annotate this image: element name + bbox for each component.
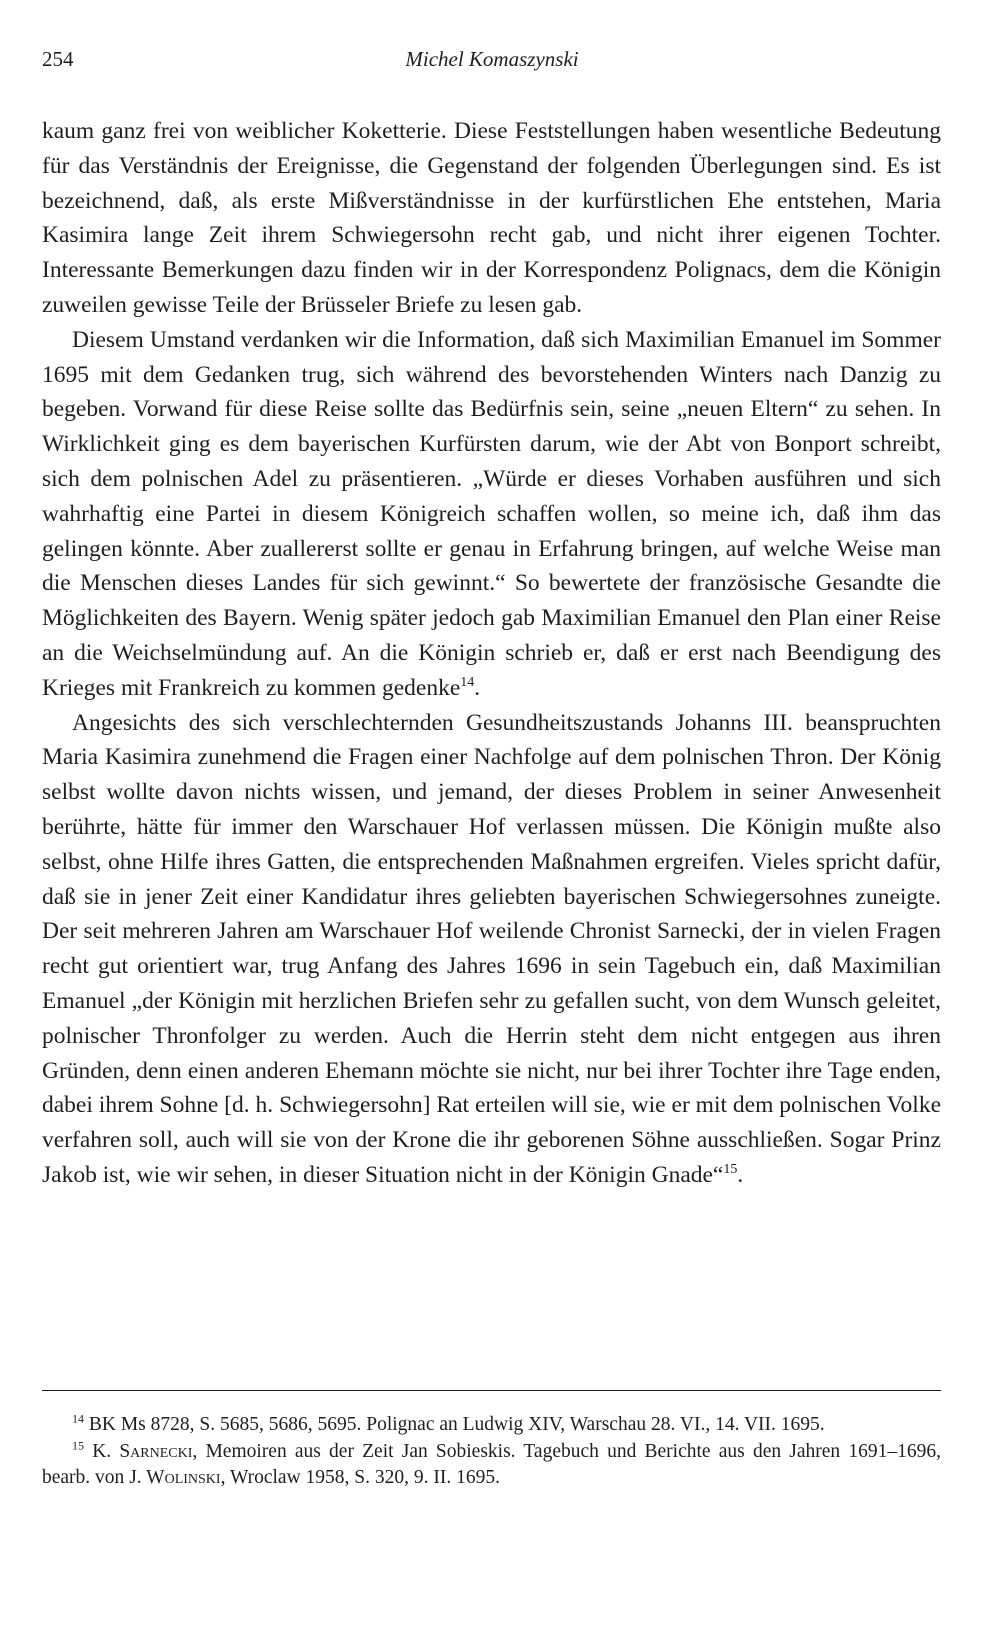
footnote-divider xyxy=(42,1390,941,1391)
footnote-text-part-b: , Wroclaw 1958, S. 320, 9. II. 1695. xyxy=(220,1467,500,1488)
paragraph-2-tail: . xyxy=(474,674,481,701)
paragraph-2-text: Diesem Umstand verdanken wir die Information, daß sich Maximilian Emanuel im Sommer 1695 mit dem Gedanken trug, sich während des bevorstehenden Winters nach Danzig zu begeben. Vorwand für diese Reise sollte das Bedürfnis sein, seine „neuen Eltern“ zu sehen. In Wirklichkeit ging es dem bayerischen Kurfürsten darum, wie der Abt von Bonport schreibt, sich dem polnischen Adel zu präsentieren. „Würde er dieses Vorhaben ausführen und sich wahrhaftig eine Partei in diesem Königreich schaffen wollen, so meine ich, daß ihm das gelingen könnte. Aber zuallererst sollte er genau in Erfahrung bringen, auf welche Weise man die Menschen dieses Landes für sich gewinnt.“ So bewertete der französische Gesandte die Möglichkeiten des Bayern. Wenig später jedoch gab Maximilian Emanuel den Plan einer Reise an die Weichselmündung auf. An die Königin schrieb er, daß er erst nach Beendigung des Krieges mit Frankreich zu kommen gedenke xyxy=(42,326,941,701)
paragraph-3-tail: . xyxy=(737,1161,744,1188)
footnote-ref-14[interactable]: 14 xyxy=(460,674,475,690)
paragraph-3-text: Angesichts des sich verschlechternden Gesundheitszustands Johanns III. beanspruchten Maria Kasimira zunehmend die Fragen einer Nachfolge auf dem polnischen Thron. Der König selbst wollte davon nichts wissen, und jemand, der dieses Problem in seiner Anwesenheit berührte, hätte für immer den Warschauer Hof verlassen müssen. Die Königin mußte also selbst, ohne Hilfe ihres Gatten, die entsprechenden Maßnahmen ergreifen. Vieles spricht dafür, daß sie in jener Zeit einer Kandidatur ihres geliebten bayerischen Schwiegersohnes zuneigte. Der seit mehreren Jahren am Warschauer Hof weilende Chronist Sarnecki, der in vielen Fragen recht gut orientiert war, trug Anfang des Jahres 1696 in sein Tagebuch ein, daß Maximilian Emanuel „der Königin mit herzlichen Briefen sehr zu gefallen sucht, von dem Wunsch geleitet, polnischer Thronfolger zu werden. Auch die Herrin steht dem nicht entgegen aus ihren Gründen, denn einen anderen Ehemann möchte sie nicht, nur bei ihrer Tochter ihre Tage enden, dabei ihrem Sohne [d. h. Schwiegersohn] Rat erteilen will sie, wie er mit dem polnischen Volke verfahren soll, auch will sie von der Krone die ihr geborenen Söhne ausschließen. Sogar Prinz Jakob ist, wie wir sehen, in dieser Situation nicht in der Königin Gnade“ xyxy=(42,709,941,1188)
paragraph-3 xyxy=(42,706,941,1193)
footnote-text: BK Ms 8728, S. 5685, 5686, 5695. Polignac an Ludwig XIV, Warschau 28. VI., 14. VII. 1695. xyxy=(88,1414,825,1435)
footnote-editor: J. Wolinski xyxy=(129,1467,221,1488)
running-head: Michel Komaszynski xyxy=(405,47,579,71)
paragraph-1 xyxy=(42,114,941,323)
footnote-author: K. Sarnecki xyxy=(92,1440,193,1462)
paragraph-2 xyxy=(42,323,941,706)
body-text xyxy=(42,114,941,1193)
page-number: 254 xyxy=(42,47,74,71)
footnote-14 xyxy=(42,1412,941,1439)
paragraph-1-text: kaum ganz frei von weiblicher Koketterie. Diese Feststellungen haben wesentliche Bedeutung für das Verständnis der Ereignisse, die Gegenstand der folgenden Überlegungen sind. Es ist bezeichnend, daß, als erste Mißverständnisse in der kurfürstlichen Ehe entstehen, Maria Kasimira lange Zeit ihrem Schwiegersohn recht gab, und nicht ihrer eigenen Tochter. Interessante Bemerkungen dazu finden wir in der Korrespondenz Polignacs, dem die Königin zuweilen gewisse Teile der Brüsseler Briefe zu lesen gab. xyxy=(42,118,941,318)
footnote-15 xyxy=(42,1439,941,1492)
footnote-ref-15[interactable]: 15 xyxy=(723,1162,738,1178)
footnote-number: 14 xyxy=(72,1411,84,1426)
footnote-text-part-a: , Memoiren aus der Zeit Jan Sobieskis. Tagebuch und Berichte aus den Jahren 1691–1696, bearb. von xyxy=(42,1440,941,1488)
page-header xyxy=(42,44,942,74)
footnotes xyxy=(42,1412,941,1492)
footnote-number: 15 xyxy=(72,1438,84,1452)
